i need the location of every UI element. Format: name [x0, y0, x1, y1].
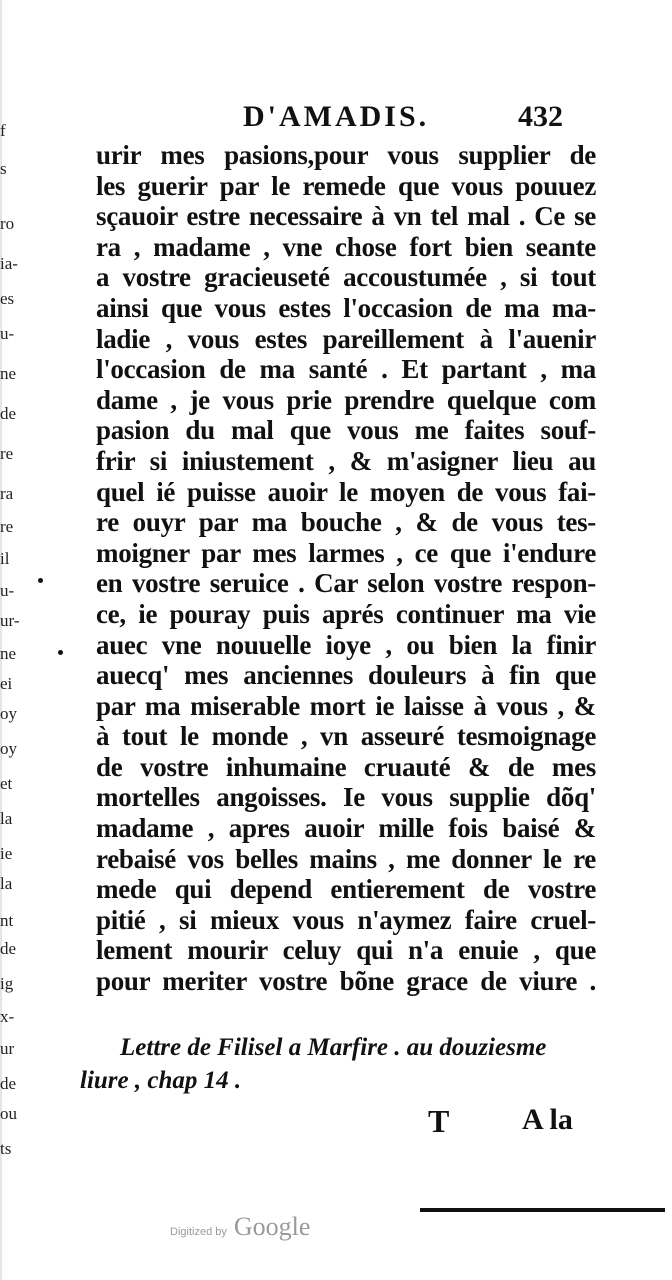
body-line: à tout le monde , vn asseuré tesmoignage — [96, 721, 596, 752]
body-line: ladie , vous estes pareillement à l'auenir — [96, 323, 596, 354]
gutter-fragment: ra — [0, 484, 14, 503]
body-line: pasion du mal que vous me faites souf- — [96, 415, 596, 446]
body-line: de vostre inhumaine cruauté & de mes — [96, 751, 596, 782]
gutter-fragment: u- — [0, 581, 15, 600]
gutter-fragment: il — [0, 549, 10, 568]
body-line: quel ié puisse auoir le moyen de vous fai- — [96, 476, 596, 507]
gutter-fragment: ia- — [0, 254, 18, 273]
scan-edge-line — [420, 1208, 665, 1212]
watermark-prefix: Digitized by — [170, 1226, 227, 1238]
gutter-fragment: oy — [0, 739, 17, 758]
gutter-fragment: ou — [0, 1104, 17, 1123]
gutter-fragment: oy — [0, 704, 17, 723]
body-line: dame , je vous prie prendre quelque com — [96, 384, 596, 415]
gutter-fragment: et — [0, 774, 13, 793]
body-line: a vostre gracieuseté accoustumée , si tout — [96, 262, 596, 293]
gutter-fragment: ur- — [0, 611, 20, 630]
body-line: par ma miserable mort ie laisse à vous , & — [96, 690, 596, 721]
gutter-fragment: ne — [0, 364, 17, 383]
gutter-fragment: re — [0, 444, 14, 463]
catchword: A la — [522, 1103, 573, 1136]
body-line: auecq' mes anciennes douleurs à fin que — [96, 660, 596, 691]
gutter-fragment: de — [0, 404, 17, 423]
body-line: pitié , si mieux vous n'aymez faire cruel- — [96, 904, 596, 935]
gutter-fragment: de — [0, 1074, 17, 1093]
caption-line-2: liure , chap 14 . — [80, 1067, 242, 1094]
gutter-fragment: ig — [0, 974, 14, 993]
running-head-title: D'AMADIS. — [243, 100, 430, 133]
gutter-fragment: re — [0, 517, 14, 536]
body-line: sçauoir estre necessaire à vn tel mal . Ce se — [96, 201, 596, 232]
gutter-fragment: es — [0, 289, 15, 308]
gutter-fragment: ie — [0, 844, 13, 863]
margin-dot — [58, 650, 63, 655]
body-line: ce, ie pouray puis aprés continuer ma vie — [96, 598, 596, 629]
watermark-brand-logo: Google — [233, 1212, 311, 1241]
body-line: urir mes pasions,pour vous supplier de — [96, 140, 596, 170]
digitization-watermark — [170, 1212, 310, 1242]
body-line: rebaisé vos belles mains , me donner le re — [96, 843, 596, 874]
body-text — [96, 140, 596, 997]
gutter-fragment: ts — [0, 1139, 12, 1158]
body-line: auec vne nouuelle ioye , ou bien la finir — [96, 629, 596, 660]
gutter-fragment: la — [0, 874, 13, 893]
gutter-fragment: de — [0, 939, 17, 958]
caption-line-1: Lettre de Filisel a Marfire . au douziesme — [120, 1034, 547, 1061]
gutter-fragment: x- — [0, 1007, 15, 1026]
body-line: madame , apres auoir mille fois baisé & — [96, 813, 596, 844]
body-line: les guerir par le remede que vous pouuez — [96, 170, 596, 201]
body-line: moigner par mes larmes , ce que i'endure — [96, 537, 596, 568]
body-line: re ouyr par ma bouche , & de vous tes- — [96, 507, 596, 538]
gutter-fragment: ur — [0, 1039, 15, 1058]
signature-mark: T — [428, 1103, 450, 1139]
body-line: mortelles angoisses. Ie vous supplie dõq' — [96, 782, 596, 813]
body-line: pour meriter vostre bõne grace de viure . — [96, 966, 596, 997]
body-line: l'occasion de ma santé . Et partant , ma — [96, 354, 596, 385]
gutter-fragment: u- — [0, 324, 15, 343]
body-line: frir si iniustement , & m'asigner lieu au — [96, 445, 596, 476]
body-line: en vostre seruice . Car selon vostre respon- — [96, 568, 596, 599]
gutter-fragment: ne — [0, 644, 17, 663]
gutter-fragment: la — [0, 809, 13, 828]
gutter-fragment: nt — [0, 911, 14, 930]
margin-dot — [38, 578, 43, 583]
gutter-fragment: s — [0, 159, 7, 178]
gutter-fragment: ei — [0, 674, 13, 693]
page-number: 432 — [518, 100, 563, 133]
body-line: mede qui depend entierement de vostre — [96, 874, 596, 905]
body-line: lement mourir celuy qui n'a enuie , que — [96, 935, 596, 966]
body-line: ra , madame , vne chose fort bien seante — [96, 231, 596, 262]
gutter-fragment: f — [0, 121, 6, 140]
gutter-fragment: ro — [0, 214, 15, 233]
body-line: ainsi que vous estes l'occasion de ma ma- — [96, 292, 596, 323]
